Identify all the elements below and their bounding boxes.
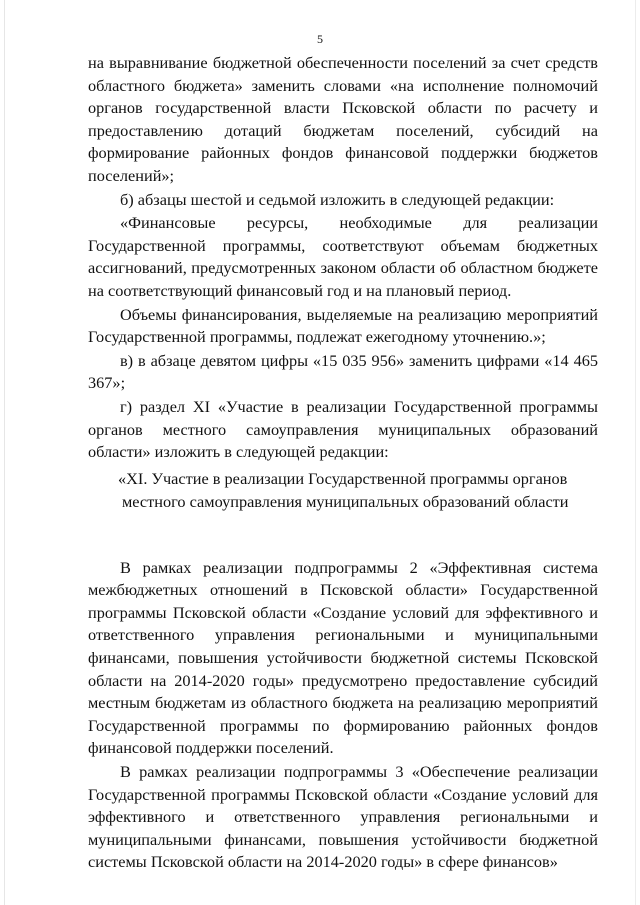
paragraph-item-b: б) абзацы шестой и седьмой изложить в следующей редакции: bbox=[120, 189, 555, 209]
paragraph-item-g: г) раздел XI «Участие в реализации Государственной программы органов местного самоуправления муниципальных образований области» изложить в следующей редакции: bbox=[88, 396, 598, 462]
section-heading-line-2: местного самоуправления муниципальных образований области bbox=[122, 491, 569, 511]
section-heading bbox=[88, 467, 598, 513]
paragraph-financing-volumes: Объемы финансирования, выделяемые на реализацию мероприятий Государственной программы, подлежат ежегодному уточнению.»; bbox=[88, 304, 598, 347]
document-body bbox=[88, 52, 598, 875]
section-spacer bbox=[88, 513, 598, 557]
paragraph-subprogram-2: В рамках реализации подпрограммы 2 «Эффективная система межбюджетных отношений в Псковской области» Государственной программы Псковской области «Создание условий для эффективного и ответственного управления региональными и муниципальными финансами, повышения устойчивости бюджетной системы Псковской области на 2014-2020 годы» предусмотрено предоставление субсидий местным бюджетам из областного бюджета на реализацию мероприятий Государственной программы по формированию районных фондов финансовой поддержки поселений. bbox=[88, 557, 598, 758]
scan-edge-right bbox=[635, 0, 636, 905]
paragraph-subprogram-3: В рамках реализации подпрограммы 3 «Обеспечение реализации Государственной программы Псковской области «Создание условий для эффективного и ответственного управления региональными и муниципальными финансами, повышения устойчивости бюджетной системы Псковской области на 2014-2020 годы» в сфере финансов» bbox=[88, 762, 598, 872]
paragraph-continuation: на выравнивание бюджетной обеспеченности поселений за счет средств областного бюджета» заменить словами «на исполнение полномочий органов государственной власти Псковской области по расчету и предоставлению дотаций бюджетам поселений, субсидий на формирование районных фондов финансовой поддержки бюджетов поселений»; bbox=[88, 53, 598, 185]
paragraph-quote-financial-resources: «Финансовые ресурсы, необходимые для реализации Государственной программы, соответствуют объемам бюджетных ассигнований, предусмотренных законом области об областном бюджете на соответствующий финансовый год и на плановый период. bbox=[88, 213, 598, 300]
paragraph-item-v: в) в абзаце девятом цифры «15 035 956» заменить цифрами «14 465 367»; bbox=[88, 350, 598, 393]
section-heading-line-1: «XI. Участие в реализации Государственной программы органов bbox=[118, 468, 568, 488]
scan-edge-left bbox=[4, 0, 5, 905]
page-number: 5 bbox=[317, 32, 323, 46]
